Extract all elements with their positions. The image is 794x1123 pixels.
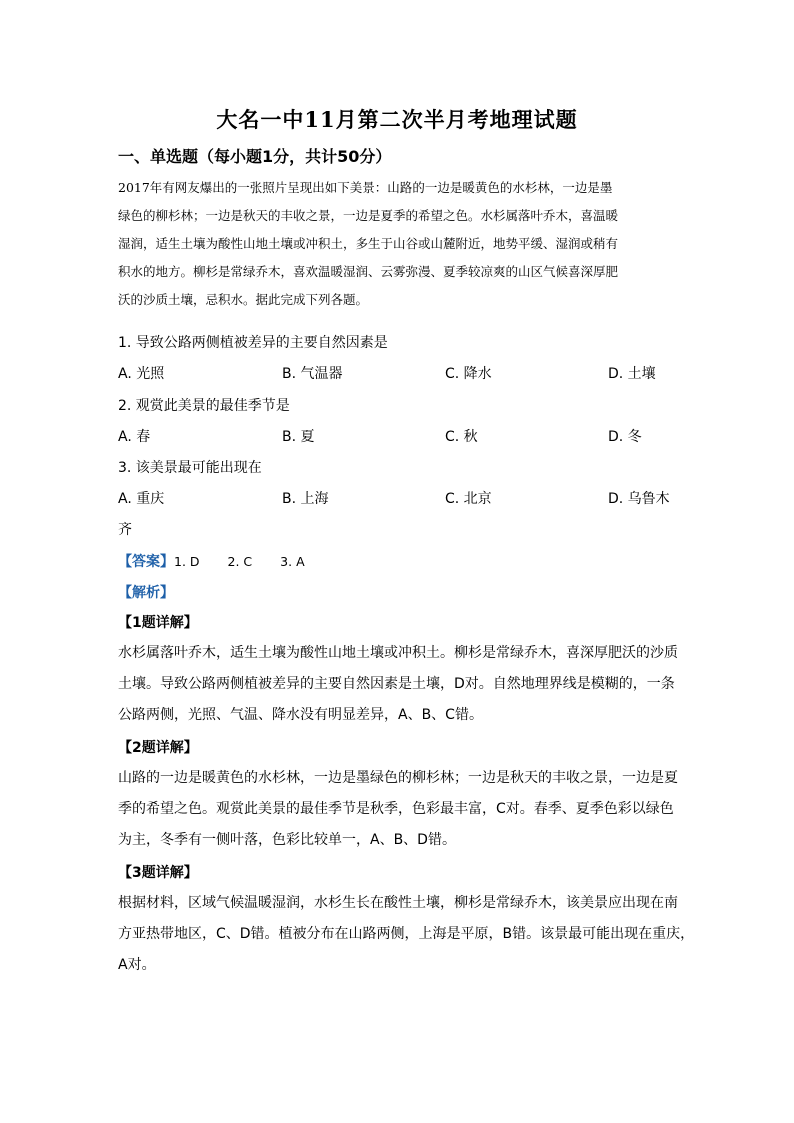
question-2-option-d: D. 冬 [608, 429, 642, 445]
question-1-option-b: B. 气温器 [282, 366, 343, 382]
question-2-option-c: C. 秋 [445, 429, 478, 445]
question-3-option-b: B. 上海 [282, 491, 329, 507]
answer-items [174, 554, 333, 569]
detail-2-label: 【2题详解】 [118, 740, 198, 756]
reading-passage [118, 174, 678, 314]
question-3-option-a: A. 重庆 [118, 491, 165, 507]
question-1-option-a: A. 光照 [118, 366, 165, 382]
answer-item-1: 1. D [174, 554, 200, 569]
passage-line: 湿润，适生土壤为酸性山地土壤或冲积土，多生于山谷或山麓附近，地势平缓、湿润或稍有 [118, 236, 619, 251]
question-3-option-d: D. 乌鲁木 [608, 491, 670, 507]
answer-row [118, 551, 333, 571]
section-heading: 一、单选题（每小题1分，共计50分） [118, 147, 392, 166]
answer-item-2: 2. C [227, 554, 253, 569]
question-2-stem: 2. 观赏此美景的最佳季节是 [118, 398, 290, 414]
passage-line: 2017年有网友爆出的一张照片呈现出如下美景：山路的一边是暖黄色的水杉林，一边是墨 [118, 180, 613, 195]
detail-2-line: 为主，冬季有一侧叶落，色彩比较单一，A、B、D错。 [118, 832, 456, 848]
answer-item-3: 3. A [280, 554, 305, 569]
question-3-stem: 3. 该美景最可能出现在 [118, 460, 262, 476]
detail-1-line: 土壤。导致公路两侧植被差异的主要自然因素是土壤，D对。自然地理界线是模糊的，一条 [118, 676, 675, 692]
passage-line: 绿色的柳杉林；一边是秋天的丰收之景，一边是夏季的希望之色。水杉属落叶乔木，喜温暖 [118, 208, 619, 223]
question-2-option-a: A. 春 [118, 429, 151, 445]
question-3-option-c: C. 北京 [445, 491, 492, 507]
detail-1-body [118, 638, 678, 731]
passage-line: 积水的地方。柳杉是常绿乔木，喜欢温暖湿润、云雾弥漫、夏季较凉爽的山区气候喜深厚肥 [118, 264, 619, 279]
question-2-option-b: B. 夏 [282, 429, 315, 445]
question-3-option-d-wrap: 齐 [118, 522, 132, 538]
detail-1-label: 【1题详解】 [118, 615, 198, 631]
detail-1-line: 水杉属落叶乔木，适生土壤为酸性山地土壤或冲积土。柳杉是常绿乔木，喜深厚肥沃的沙质 [118, 645, 678, 661]
detail-2-line: 山路的一边是暖黄色的水杉林，一边是墨绿色的柳杉林；一边是秋天的丰收之景，一边是夏 [118, 770, 678, 786]
passage-line: 沃的沙质土壤，忌积水。据此完成下列各题。 [118, 292, 369, 307]
question-1-stem: 1. 导致公路两侧植被差异的主要自然因素是 [118, 335, 388, 351]
analysis-label: 【解析】 [118, 585, 174, 601]
detail-3-line: 根据材料，区域气候温暖湿润，水杉生长在酸性土壤，柳杉是常绿乔木，该美景应出现在南 [118, 895, 678, 911]
detail-3-body [118, 888, 695, 981]
detail-3-label: 【3题详解】 [118, 865, 198, 881]
detail-3-line: 方亚热带地区，C、D错。植被分布在山路两侧，上海是平原，B错。该景最可能出现在重庆， [118, 926, 695, 942]
question-1-option-c: C. 降水 [445, 366, 492, 382]
detail-2-body [118, 763, 678, 856]
question-1-option-d: D. 土壤 [608, 366, 656, 382]
detail-1-line: 公路两侧，光照、气温、降水没有明显差异，A、B、C错。 [118, 707, 483, 723]
detail-3-line: A对。 [118, 957, 156, 973]
detail-2-line: 季的希望之色。观赏此美景的最佳季节是秋季，色彩最丰富，C对。春季、夏季色彩以绿色 [118, 801, 674, 817]
answer-label: 【答案】 [118, 554, 174, 570]
page-title: 大名一中11月第二次半月考地理试题 [216, 107, 578, 132]
